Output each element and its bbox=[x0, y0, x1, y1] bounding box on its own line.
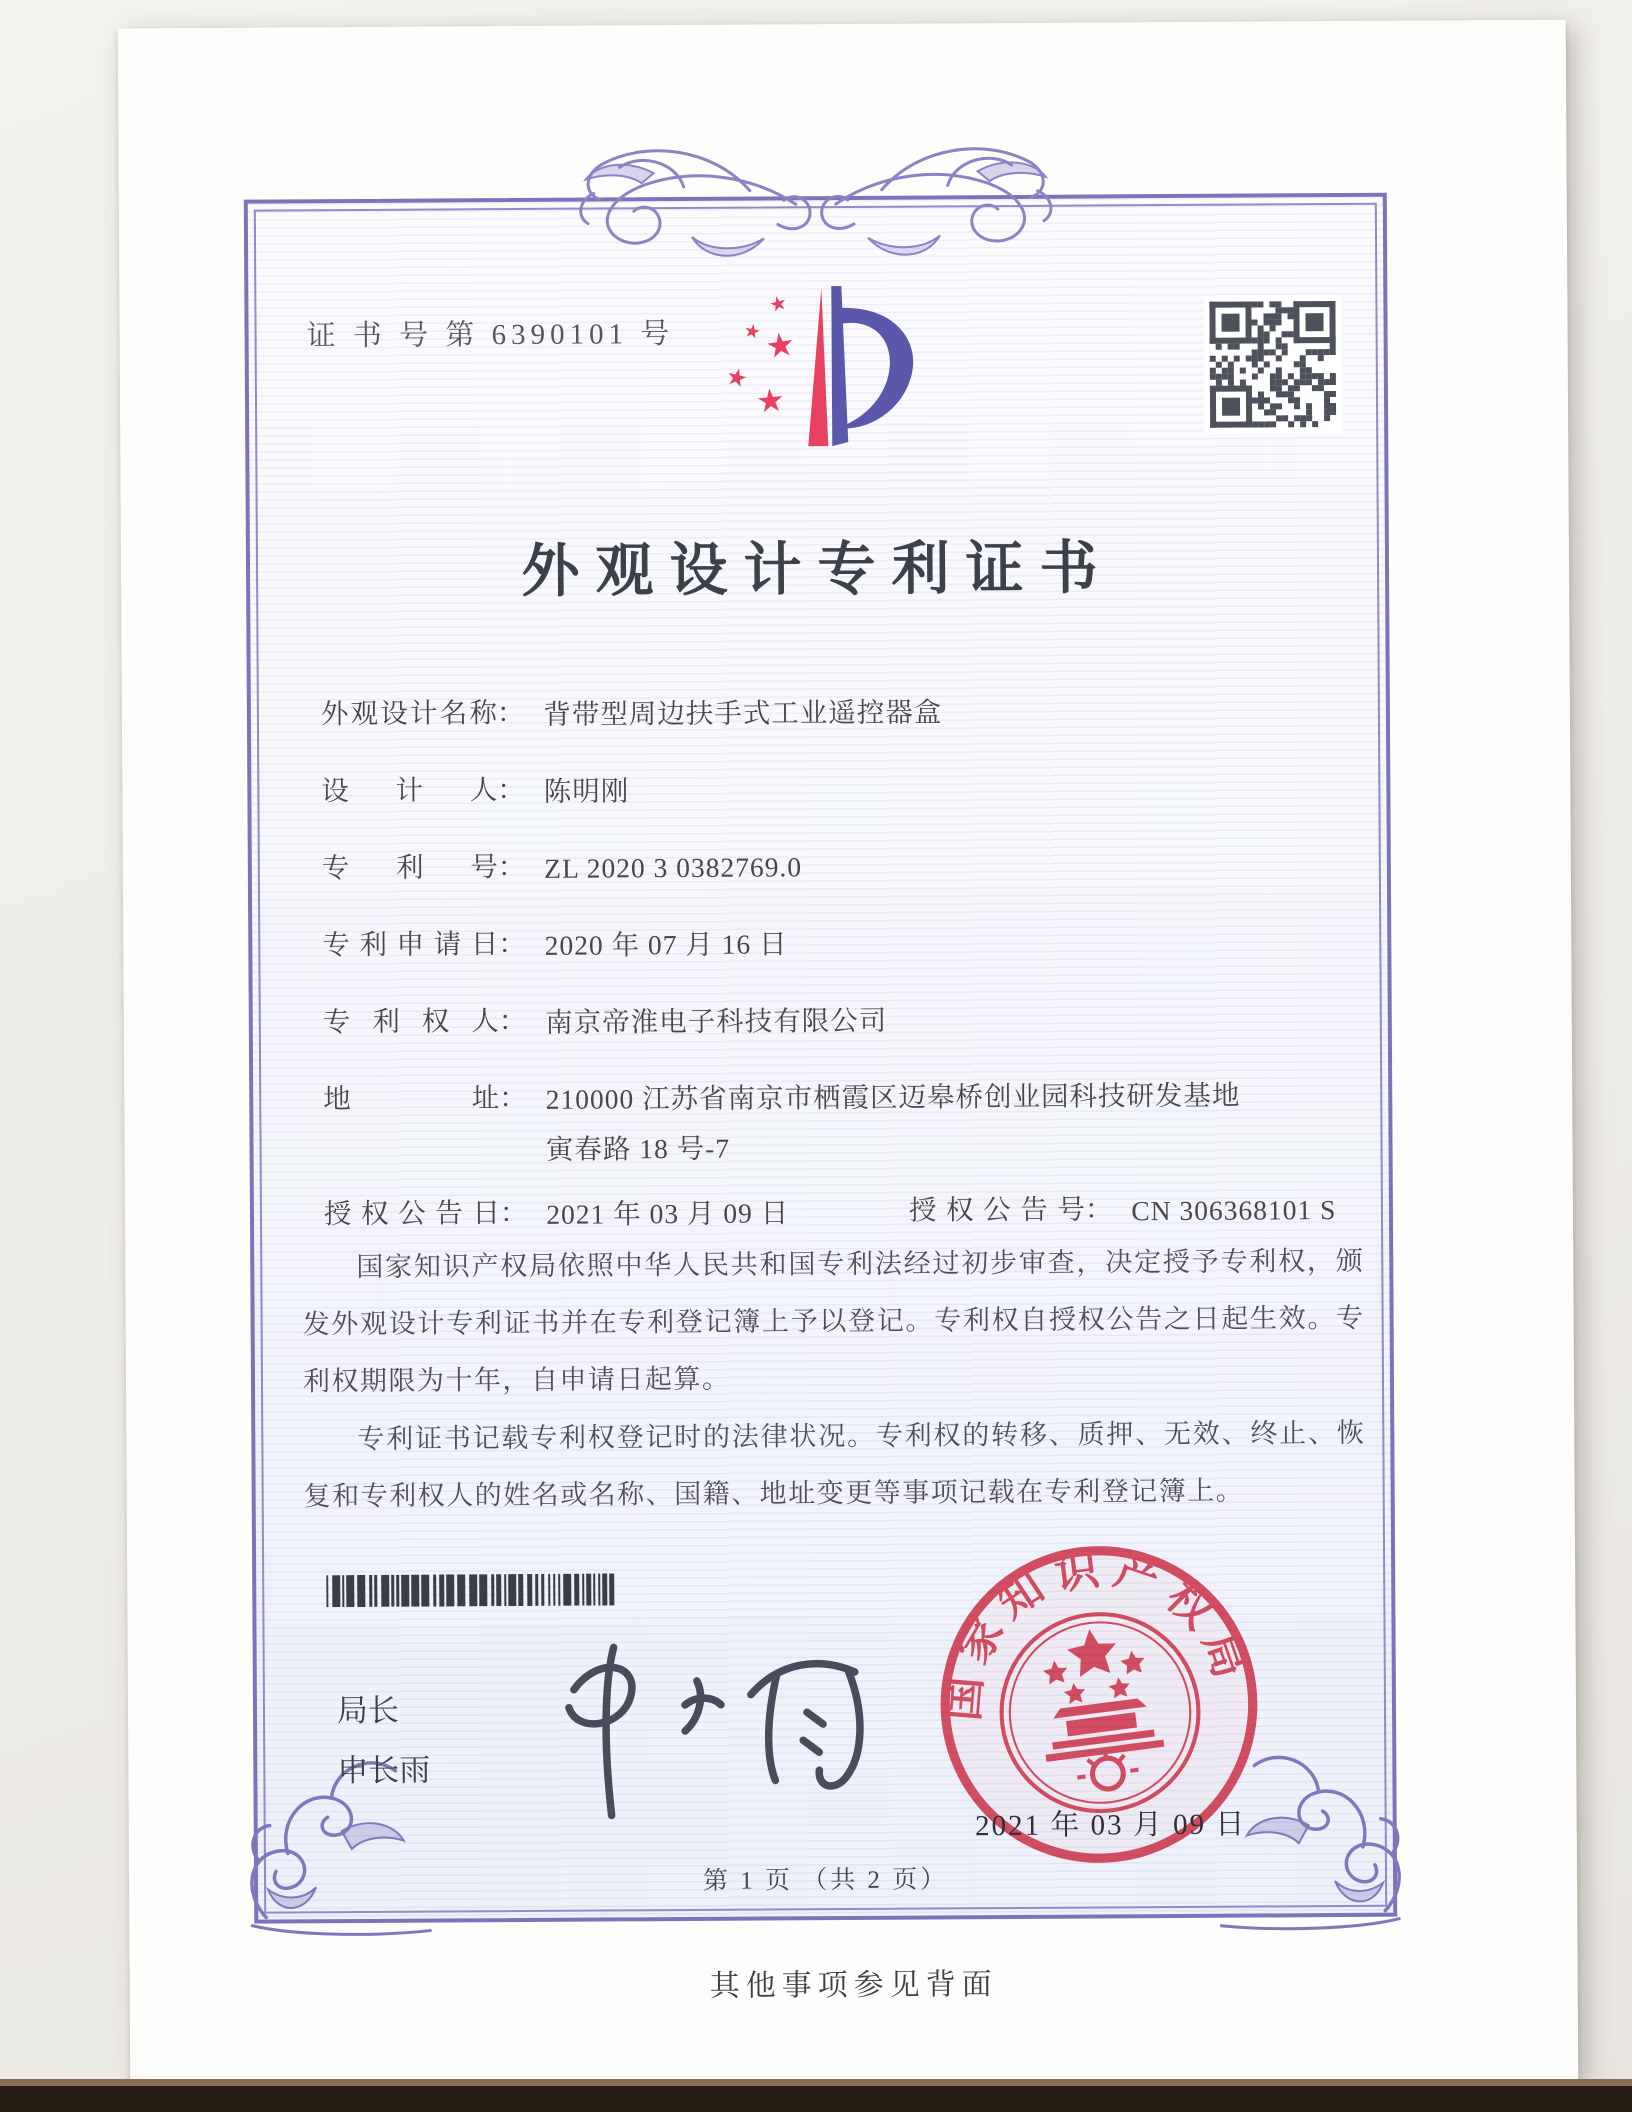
field-label: 地址 bbox=[323, 1082, 500, 1115]
field-address: 地址： 210000 江苏省南京市栖霞区迈皋桥创业园科技研发基地 寅春路 18 号-7 bbox=[323, 1070, 1346, 1175]
footer-note: 其他事项参见背面 bbox=[709, 1968, 998, 2003]
field-list bbox=[320, 685, 1361, 1230]
logo-star-icon: ★ bbox=[754, 381, 787, 420]
seal-date: 2021 年 03 月 09 日 bbox=[974, 1808, 1247, 1843]
officer-title: 局长 bbox=[336, 1692, 400, 1729]
field-designer: 设计人： 陈明刚 bbox=[321, 766, 629, 817]
logo-star-icon: ★ bbox=[741, 320, 763, 345]
field-label: 专利申请日 bbox=[322, 928, 499, 961]
table-surface-edge bbox=[0, 2079, 1632, 2112]
field-patent-number: 专利号： ZL 2020 3 0382769.0 bbox=[322, 842, 802, 894]
field-patentee: 专利权人： 南京帝淮电子科技有限公司 bbox=[323, 996, 888, 1049]
field-value: CN 306368101 S bbox=[1131, 1194, 1337, 1227]
field-value: 2020 年 07 月 16 日 bbox=[544, 928, 788, 961]
signature-shen-changyu bbox=[519, 1628, 880, 1830]
certificate-number: 证 书 号 第 6390101 号 bbox=[306, 318, 675, 353]
field-label: 授权公告号 bbox=[908, 1193, 1086, 1226]
legal-paragraph-1: 国家知识产权局依照中华人民共和国专利法经过初步审查，决定授予专利权，颁发外观设计专利证书并在专利登记簿上予以登记。专利权自授权公告之日起生效。专利权期限为十年，自申请日起算。 bbox=[302, 1245, 1365, 1397]
certificate-title: 外观设计专利证书 bbox=[521, 535, 1114, 604]
field-value: 2021 年 03 月 09 日 bbox=[546, 1197, 790, 1230]
field-value: 210000 江苏省南京市栖霞区迈皋桥创业园科技研发基地 寅春路 18 号-7 bbox=[545, 1079, 1241, 1165]
field-design-name: 外观设计名称： 背带型周边扶手式工业遥控器盒 bbox=[321, 687, 943, 740]
logo-star-icon: ★ bbox=[723, 363, 751, 394]
certificate-paper bbox=[118, 20, 1579, 2091]
logo-star-icon: ★ bbox=[766, 291, 790, 318]
officer-block bbox=[337, 1681, 431, 1802]
barcode bbox=[326, 1573, 618, 1607]
field-value: ZL 2020 3 0382769.0 bbox=[544, 851, 803, 884]
top-scroll-ornament bbox=[565, 127, 1066, 280]
field-value: 背带型周边扶手式工业遥控器盒 bbox=[543, 696, 943, 730]
field-grant-row bbox=[324, 1185, 1364, 1241]
certificate-border-frame bbox=[244, 193, 1398, 1924]
field-label: 专利权人 bbox=[322, 1005, 499, 1038]
field-value: 陈明刚 bbox=[543, 775, 630, 807]
logo-star-icon: ★ bbox=[763, 326, 798, 367]
field-label: 外观设计名称 bbox=[320, 697, 497, 730]
page-number: 第 1 页 （共 2 页） bbox=[702, 1866, 949, 1895]
svg-text:国家知识产权局: 国家知识产权局 bbox=[938, 1543, 1258, 1723]
field-label: 授权公告日 bbox=[323, 1197, 501, 1230]
cnipa-logo-icon bbox=[703, 278, 914, 469]
field-value: 南京帝淮电子科技有限公司 bbox=[545, 1004, 888, 1038]
qr-code bbox=[1203, 295, 1342, 434]
legal-text bbox=[302, 1233, 1366, 1526]
officer-name: 申长雨 bbox=[337, 1753, 431, 1789]
field-label: 设计人 bbox=[321, 774, 498, 807]
field-grant-date: 授权公告日： 2021 年 03 月 09 日 bbox=[324, 1188, 789, 1222]
field-label: 专利号 bbox=[321, 851, 498, 884]
legal-paragraph-2: 专利证书记载专利权登记时的法律状况。专利权的转移、质押、无效、终止、恢复和专利权人的姓名或名称、国籍、地址变更等事项记载在专利登记簿上。 bbox=[303, 1417, 1366, 1512]
field-filing-date: 专利申请日： 2020 年 07 月 16 日 bbox=[322, 919, 788, 971]
field-grant-number: 授权公告号： CN 306368101 S bbox=[909, 1185, 1337, 1237]
